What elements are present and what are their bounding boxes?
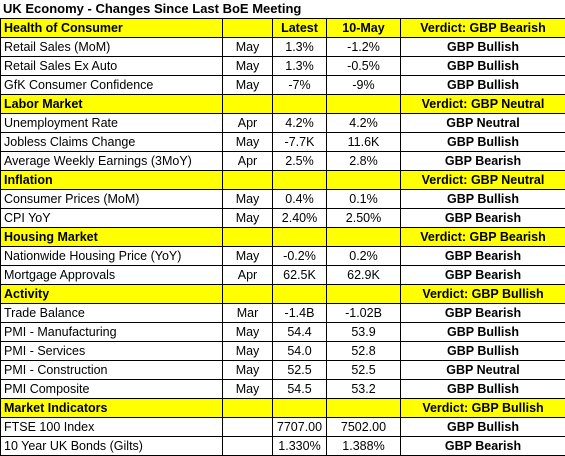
indicator-period: May [223, 361, 273, 380]
table-row [1, 133, 565, 152]
indicator-signal: GBP Bearish [401, 152, 565, 171]
table-body [1, 19, 565, 456]
table-row [1, 266, 565, 285]
indicator-period: May [223, 57, 273, 76]
indicator-previous: 53.2 [327, 380, 401, 399]
indicator-signal: GBP Bearish [401, 437, 565, 456]
indicator-period: May [223, 323, 273, 342]
prev-header [327, 228, 401, 247]
table-row [1, 361, 565, 380]
prev-header [327, 171, 401, 190]
table-row [1, 380, 565, 399]
table-row [1, 323, 565, 342]
prev-header: 10-May [327, 19, 401, 38]
indicator-latest: 2.40% [273, 209, 327, 228]
indicator-name: PMI - Manufacturing [1, 323, 223, 342]
section-header [1, 285, 565, 304]
latest-header [273, 228, 327, 247]
indicator-period: May [223, 247, 273, 266]
indicator-name: Consumer Prices (MoM) [1, 190, 223, 209]
section-name: Labor Market [1, 95, 223, 114]
indicator-latest: 62.5K [273, 266, 327, 285]
indicator-latest: 1.330% [273, 437, 327, 456]
period-cell [223, 19, 273, 38]
indicator-name: Jobless Claims Change [1, 133, 223, 152]
indicator-signal: GBP Bearish [401, 304, 565, 323]
indicator-name: PMI - Services [1, 342, 223, 361]
section-name: Health of Consumer [1, 19, 223, 38]
indicator-name: Retail Sales (MoM) [1, 38, 223, 57]
table-row [1, 342, 565, 361]
indicator-name: 10 Year UK Bonds (Gilts) [1, 437, 223, 456]
indicator-period: Apr [223, 114, 273, 133]
indicator-signal: GBP Bullish [401, 380, 565, 399]
indicator-previous: 52.8 [327, 342, 401, 361]
indicator-signal: GBP Neutral [401, 361, 565, 380]
indicator-previous: 0.1% [327, 190, 401, 209]
latest-header [273, 171, 327, 190]
section-header [1, 19, 565, 38]
latest-header [273, 399, 327, 418]
indicator-name: CPI YoY [1, 209, 223, 228]
indicator-previous: -1.02B [327, 304, 401, 323]
indicator-previous: -9% [327, 76, 401, 95]
indicator-name: Retail Sales Ex Auto [1, 57, 223, 76]
section-verdict: Verdict: GBP Bearish [401, 19, 565, 38]
indicator-name: Trade Balance [1, 304, 223, 323]
section-header [1, 95, 565, 114]
indicator-name: Average Weekly Earnings (3MoY) [1, 152, 223, 171]
indicator-period: May [223, 190, 273, 209]
indicator-latest: 54.5 [273, 380, 327, 399]
indicator-period: May [223, 209, 273, 228]
indicator-signal: GBP Bullish [401, 190, 565, 209]
section-verdict: Verdict: GBP Neutral [401, 95, 565, 114]
table-row [1, 209, 565, 228]
indicator-name: Nationwide Housing Price (YoY) [1, 247, 223, 266]
table-row [1, 437, 565, 456]
indicator-period: Apr [223, 266, 273, 285]
table-row [1, 418, 565, 437]
table-row [1, 57, 565, 76]
latest-header [273, 95, 327, 114]
section-header [1, 399, 565, 418]
indicator-signal: GBP Bullish [401, 76, 565, 95]
indicator-latest: 0.4% [273, 190, 327, 209]
indicator-latest: -1.4B [273, 304, 327, 323]
indicator-latest: 54.4 [273, 323, 327, 342]
indicator-period [223, 437, 273, 456]
section-verdict: Verdict: GBP Bearish [401, 228, 565, 247]
indicator-previous: -1.2% [327, 38, 401, 57]
indicator-period: May [223, 76, 273, 95]
indicator-name: FTSE 100 Index [1, 418, 223, 437]
section-verdict: Verdict: GBP Bullish [401, 285, 565, 304]
indicator-signal: GBP Bearish [401, 247, 565, 266]
indicator-signal: GBP Bearish [401, 209, 565, 228]
indicator-signal: GBP Bullish [401, 418, 565, 437]
indicator-latest: 52.5 [273, 361, 327, 380]
indicator-previous: 52.5 [327, 361, 401, 380]
indicator-previous: 11.6K [327, 133, 401, 152]
section-name: Market Indicators [1, 399, 223, 418]
latest-header [273, 285, 327, 304]
table-row [1, 304, 565, 323]
indicator-previous: 4.2% [327, 114, 401, 133]
period-cell [223, 95, 273, 114]
prev-header [327, 95, 401, 114]
section-name: Housing Market [1, 228, 223, 247]
indicator-latest: -7% [273, 76, 327, 95]
indicator-latest: -0.2% [273, 247, 327, 266]
table-row [1, 76, 565, 95]
indicator-period: Apr [223, 152, 273, 171]
indicator-name: Unemployment Rate [1, 114, 223, 133]
indicator-signal: GBP Bullish [401, 133, 565, 152]
indicator-name: PMI Composite [1, 380, 223, 399]
indicator-previous: 1.388% [327, 437, 401, 456]
indicator-previous: 0.2% [327, 247, 401, 266]
indicator-previous: 7502.00 [327, 418, 401, 437]
indicator-signal: GBP Bullish [401, 323, 565, 342]
indicator-period: May [223, 38, 273, 57]
indicator-period: Mar [223, 304, 273, 323]
indicator-previous: 53.9 [327, 323, 401, 342]
section-header [1, 228, 565, 247]
page-title: UK Economy - Changes Since Last BoE Meeting [0, 0, 565, 18]
indicator-name: GfK Consumer Confidence [1, 76, 223, 95]
table-row [1, 247, 565, 266]
indicator-signal: GBP Bullish [401, 57, 565, 76]
indicator-period: May [223, 133, 273, 152]
indicator-period: May [223, 380, 273, 399]
period-cell [223, 171, 273, 190]
table-row [1, 114, 565, 133]
section-name: Inflation [1, 171, 223, 190]
indicator-latest: -7.7K [273, 133, 327, 152]
table-row [1, 152, 565, 171]
indicator-latest: 1.3% [273, 57, 327, 76]
indicator-name: PMI - Construction [1, 361, 223, 380]
indicator-latest: 54.0 [273, 342, 327, 361]
prev-header [327, 285, 401, 304]
indicator-period: May [223, 342, 273, 361]
economy-table [0, 18, 565, 456]
indicator-signal: GBP Bearish [401, 266, 565, 285]
table-row [1, 190, 565, 209]
section-name: Activity [1, 285, 223, 304]
section-verdict: Verdict: GBP Bullish [401, 399, 565, 418]
prev-header [327, 399, 401, 418]
indicator-signal: GBP Neutral [401, 114, 565, 133]
indicator-name: Mortgage Approvals [1, 266, 223, 285]
indicator-previous: 2.50% [327, 209, 401, 228]
indicator-previous: 62.9K [327, 266, 401, 285]
indicator-latest: 4.2% [273, 114, 327, 133]
period-cell [223, 285, 273, 304]
period-cell [223, 228, 273, 247]
section-header [1, 171, 565, 190]
period-cell [223, 399, 273, 418]
table-row [1, 38, 565, 57]
section-verdict: Verdict: GBP Neutral [401, 171, 565, 190]
latest-header: Latest [273, 19, 327, 38]
indicator-previous: 2.8% [327, 152, 401, 171]
indicator-signal: GBP Bullish [401, 342, 565, 361]
indicator-latest: 7707.00 [273, 418, 327, 437]
indicator-previous: -0.5% [327, 57, 401, 76]
indicator-latest: 2.5% [273, 152, 327, 171]
indicator-period [223, 418, 273, 437]
indicator-latest: 1.3% [273, 38, 327, 57]
indicator-signal: GBP Bullish [401, 38, 565, 57]
